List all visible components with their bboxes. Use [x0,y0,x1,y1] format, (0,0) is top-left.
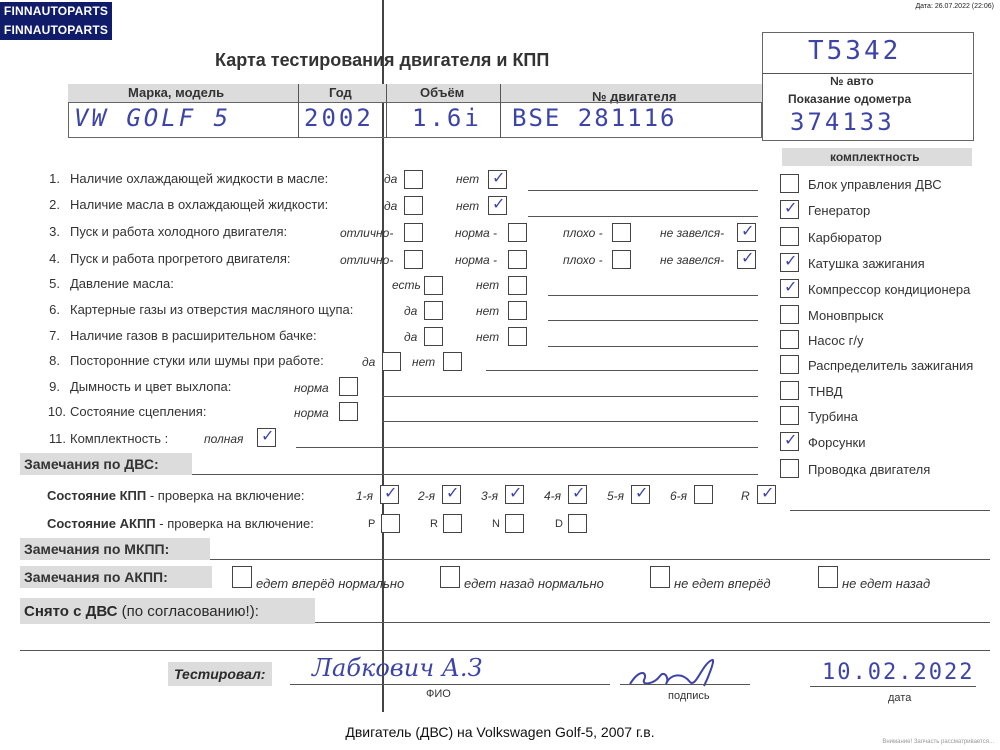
completeness-item: Форсунки [808,435,866,450]
test-date-value: 10.02.2022 [822,660,975,685]
option-present: есть [392,278,421,292]
kpp-label-bold: Состояние КПП [47,488,147,503]
completeness-checkbox[interactable] [780,227,799,246]
notes-mkpp-label: Замечания по МКПП: [24,541,170,557]
gear-label: 1-я [356,489,374,503]
completeness-title: комплектность [830,150,920,164]
akpp-label-rest: - проверка на включение: [155,516,314,531]
q4-not-started-checkbox[interactable] [737,250,756,269]
q7-yes-checkbox[interactable] [424,327,443,346]
q2-no-checkbox[interactable] [488,196,507,215]
completeness-checkbox[interactable] [780,279,799,298]
fio-label: ФИО [426,688,451,700]
completeness-checkbox[interactable] [780,432,799,451]
year-value: 2002 [304,104,374,132]
question-number: 5. [49,276,60,291]
gear-label: R [741,489,750,503]
signature-label: подпись [668,690,710,702]
question-number: 2. [49,197,60,212]
question-number: 9. [49,379,60,394]
option-no: нет [456,172,480,186]
option-yes: да [404,304,418,318]
removed-label-rest: (по согласованию!): [117,603,259,620]
q8-yes-checkbox[interactable] [382,352,401,371]
mode-label: D [555,518,563,530]
q6-yes-checkbox[interactable] [424,301,443,320]
completeness-item: Катушка зажигания [808,256,925,271]
completeness-checkbox[interactable] [780,406,799,425]
option-bad: плохо - [563,253,603,267]
completeness-item: Компрессор кондиционера [808,282,971,297]
notes-akpp-label: Замечания по АКПП: [24,569,168,585]
question-number: 7. [49,328,60,343]
akpp-label [47,516,314,531]
akpp-label-bold: Состояние АКПП [47,516,156,531]
q4-bad-checkbox[interactable] [612,250,631,269]
mode-label: R [430,518,438,530]
option-no: нет [476,304,500,318]
gear-6-checkbox[interactable] [694,485,713,504]
question-number: 3. [49,224,60,239]
page-title: Карта тестирования двигателя и КПП [215,50,550,70]
completeness-item: Блок управления ДВС [808,177,942,192]
question-text: Дымность и цвет выхлопа: [70,379,232,394]
volume-header: Объём [420,85,465,100]
question-text: Комплектность : [70,431,169,446]
tester-name: Лабкович А.З [312,654,483,682]
akpp-no-back-checkbox[interactable] [818,566,838,588]
q9-normal-checkbox[interactable] [339,377,358,396]
signature-icon [620,648,730,696]
question-number: 8. [49,353,60,368]
mode-label: N [492,518,500,530]
completeness-checkbox[interactable] [780,200,799,219]
akpp-back-normal-checkbox[interactable] [440,566,460,588]
option-no: нет [456,199,480,213]
option-full: полная [204,432,244,446]
option-excellent: отлично- [340,226,394,240]
completeness-checkbox[interactable] [780,330,799,349]
mode-n-checkbox[interactable] [505,514,524,533]
logo: FINNAUTOPARTS [0,2,112,21]
gear-3-checkbox[interactable] [505,485,524,504]
question-text: Картерные газы из отверстия масляного щупа: [70,302,354,317]
brand-header: Марка, модель [128,85,225,100]
completeness-item: Карбюратор [808,230,882,245]
mode-d-checkbox[interactable] [568,514,587,533]
engine-number-header: № двигателя [592,89,677,104]
completeness-item: Проводка двигателя [808,462,931,477]
akpp-option: едет назад нормально [464,576,604,591]
gear-1-checkbox[interactable] [380,485,399,504]
question-text: Наличие масла в охлаждающей жидкости: [70,197,329,212]
kpp-label-rest: - проверка на включение: [146,488,305,503]
q3-normal-checkbox[interactable] [508,223,527,242]
question-text: Состояние сцепления: [70,404,207,419]
removed-label [24,603,259,620]
q1-yes-checkbox[interactable] [404,170,423,189]
print-date: Дата: 26.07.2022 (22:06) [915,3,994,10]
q5-no-checkbox[interactable] [508,276,527,295]
q6-no-checkbox[interactable] [508,301,527,320]
option-no: нет [476,278,500,292]
q10-normal-checkbox[interactable] [339,402,358,421]
odometer-value: 374133 [790,108,895,136]
mode-label: P [368,518,376,530]
option-yes: да [384,199,398,213]
gear-label: 5-я [607,489,625,503]
akpp-forward-normal-checkbox[interactable] [232,566,252,588]
option-yes: да [362,355,376,369]
tested-label: Тестировал: [174,666,266,682]
gear-label: 6-я [670,489,688,503]
option-normal: норма - [455,253,498,267]
q3-bad-checkbox[interactable] [612,223,631,242]
option-no: нет [412,355,436,369]
question-number: 1. [49,171,60,186]
question-text: Посторонние стуки или шумы при работе: [70,353,324,368]
date-label: дата [888,692,912,704]
gear-5-checkbox[interactable] [631,485,650,504]
option-yes: да [384,172,398,186]
completeness-item: ТНВД [808,384,843,399]
kpp-label [47,488,304,503]
akpp-option: не едет вперёд [674,576,771,591]
watermark: Внимание! Запчасть рассматривается... [882,739,994,745]
q1-no-checkbox[interactable] [488,170,507,189]
logo: FINNAUTOPARTS [0,21,112,40]
completeness-checkbox[interactable] [780,459,799,478]
option-normal: норма [294,381,329,395]
q7-no-checkbox[interactable] [508,327,527,346]
option-bad: плохо - [563,226,603,240]
completeness-item: Моновпрыск [808,308,884,323]
engine-number-value: BSE 281116 [512,104,677,132]
q11-full-checkbox[interactable] [257,428,276,447]
volume-value: 1.6i [412,104,482,132]
gear-label: 2-я [418,489,436,503]
mode-p-checkbox[interactable] [381,514,400,533]
auto-number-label: № авто [830,74,874,88]
option-normal: норма - [455,226,498,240]
akpp-no-forward-checkbox[interactable] [650,566,670,588]
gear-r-checkbox[interactable] [757,485,776,504]
completeness-item: Распределитель зажигания [808,358,974,373]
q4-normal-checkbox[interactable] [508,250,527,269]
option-not-started: не завелся- [660,226,725,240]
question-number: 6. [49,302,60,317]
question-number: 10. [47,404,66,419]
question-text: Пуск и работа прогретого двигателя: [70,251,291,266]
gear-label: 3-я [481,489,499,503]
q4-excellent-checkbox[interactable] [404,250,423,269]
brand-value: VW GOLF 5 [74,104,232,132]
gear-label: 4-я [544,489,562,503]
akpp-option: едет вперёд нормально [256,576,405,591]
q3-not-started-checkbox[interactable] [737,223,756,242]
completeness-checkbox[interactable] [780,174,799,193]
completeness-item: Насос г/у [808,333,864,348]
completeness-checkbox[interactable] [780,355,799,374]
question-text: Пуск и работа холодного двигателя: [70,224,288,239]
removed-label-bold: Снято с ДВС [24,603,118,620]
option-excellent: отлично- [340,253,394,267]
q2-yes-checkbox[interactable] [404,196,423,215]
question-text: Наличие газов в расширительном бачке: [70,328,317,343]
completeness-item: Генератор [808,203,871,218]
photo-caption: Двигатель (ДВС) на Volkswagen Golf-5, 2007 г.в. [345,724,655,740]
question-text: Давление масла: [70,276,174,291]
question-number: 4. [49,251,60,266]
q5-present-checkbox[interactable] [424,276,443,295]
mode-r-checkbox[interactable] [443,514,462,533]
question-text: Наличие охлаждающей жидкости в масле: [70,171,329,186]
option-no: нет [476,330,500,344]
completeness-checkbox[interactable] [780,253,799,272]
completeness-checkbox[interactable] [780,381,799,400]
year-header: Год [329,85,352,100]
q3-excellent-checkbox[interactable] [404,223,423,242]
completeness-item: Турбина [808,409,858,424]
option-normal: норма [294,406,329,420]
gear-4-checkbox[interactable] [568,485,587,504]
odometer-label: Показание одометра [788,92,912,106]
option-not-started: не завелся- [660,253,725,267]
option-yes: да [404,330,418,344]
question-number: 11. [48,431,66,446]
q8-no-checkbox[interactable] [443,352,462,371]
completeness-checkbox[interactable] [780,305,799,324]
auto-number-value: T5342 [808,36,902,66]
akpp-option: не едет назад [842,576,931,591]
gear-2-checkbox[interactable] [442,485,461,504]
notes-dvs-label: Замечания по ДВС: [24,456,159,472]
